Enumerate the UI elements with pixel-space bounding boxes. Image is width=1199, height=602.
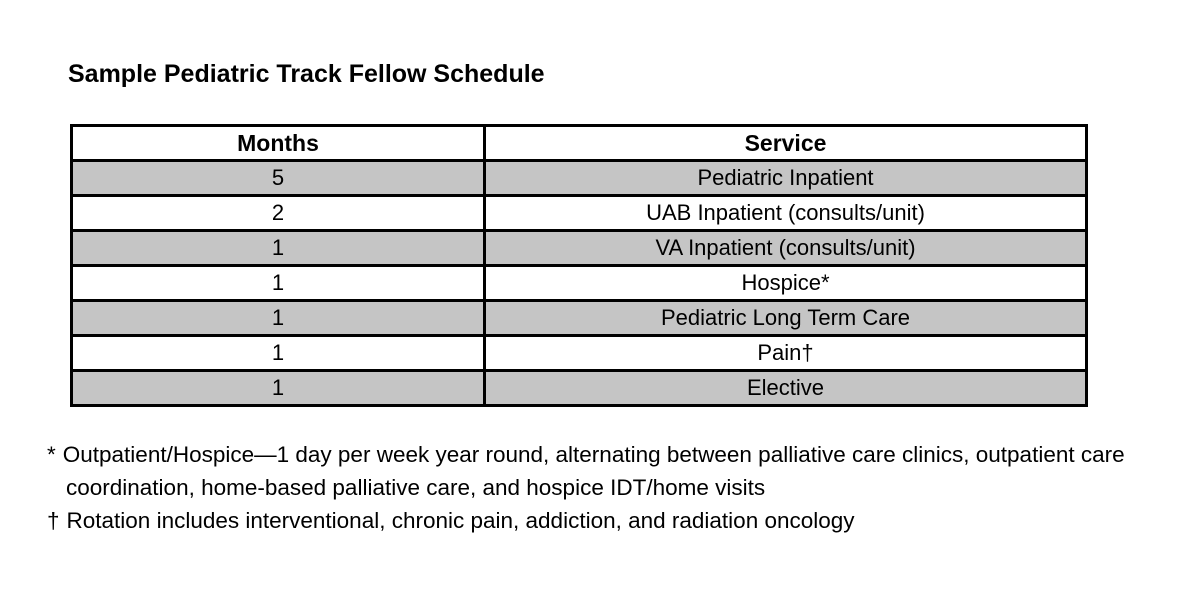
page-title: Sample Pediatric Track Fellow Schedule <box>68 60 545 88</box>
footnote-text: Rotation includes interventional, chronic pain, addiction, and radiation oncology <box>66 508 855 533</box>
asterisk-marker: * <box>47 442 56 467</box>
footnote-asterisk <box>47 438 1177 504</box>
months-column-header: Months <box>72 126 485 161</box>
table-row <box>72 161 1087 196</box>
table-row <box>72 266 1087 301</box>
footnotes <box>47 438 1177 537</box>
service-cell: Pain† <box>485 336 1087 371</box>
service-cell: UAB Inpatient (consults/unit) <box>485 196 1087 231</box>
service-cell: Pediatric Inpatient <box>485 161 1087 196</box>
footnote-text: Outpatient/Hospice—1 day per week year round, alternating between palliative care clinics, outpatient care coordination, home-based palliative care, and hospice IDT/home visits <box>62 442 1125 500</box>
service-cell: VA Inpatient (consults/unit) <box>485 231 1087 266</box>
months-cell: 1 <box>72 301 485 336</box>
dagger-marker: † <box>47 508 60 533</box>
months-cell: 5 <box>72 161 485 196</box>
schedule-table <box>70 124 1088 407</box>
table-row <box>72 196 1087 231</box>
table-row <box>72 301 1087 336</box>
months-cell: 1 <box>72 266 485 301</box>
table-row <box>72 336 1087 371</box>
table-row <box>72 371 1087 406</box>
table-header-row <box>72 126 1087 161</box>
months-cell: 1 <box>72 371 485 406</box>
table-row <box>72 231 1087 266</box>
service-column-header: Service <box>485 126 1087 161</box>
months-cell: 1 <box>72 336 485 371</box>
months-cell: 1 <box>72 231 485 266</box>
service-cell: Hospice* <box>485 266 1087 301</box>
service-cell: Pediatric Long Term Care <box>485 301 1087 336</box>
service-cell: Elective <box>485 371 1087 406</box>
footnote-dagger <box>47 504 1177 537</box>
months-cell: 2 <box>72 196 485 231</box>
